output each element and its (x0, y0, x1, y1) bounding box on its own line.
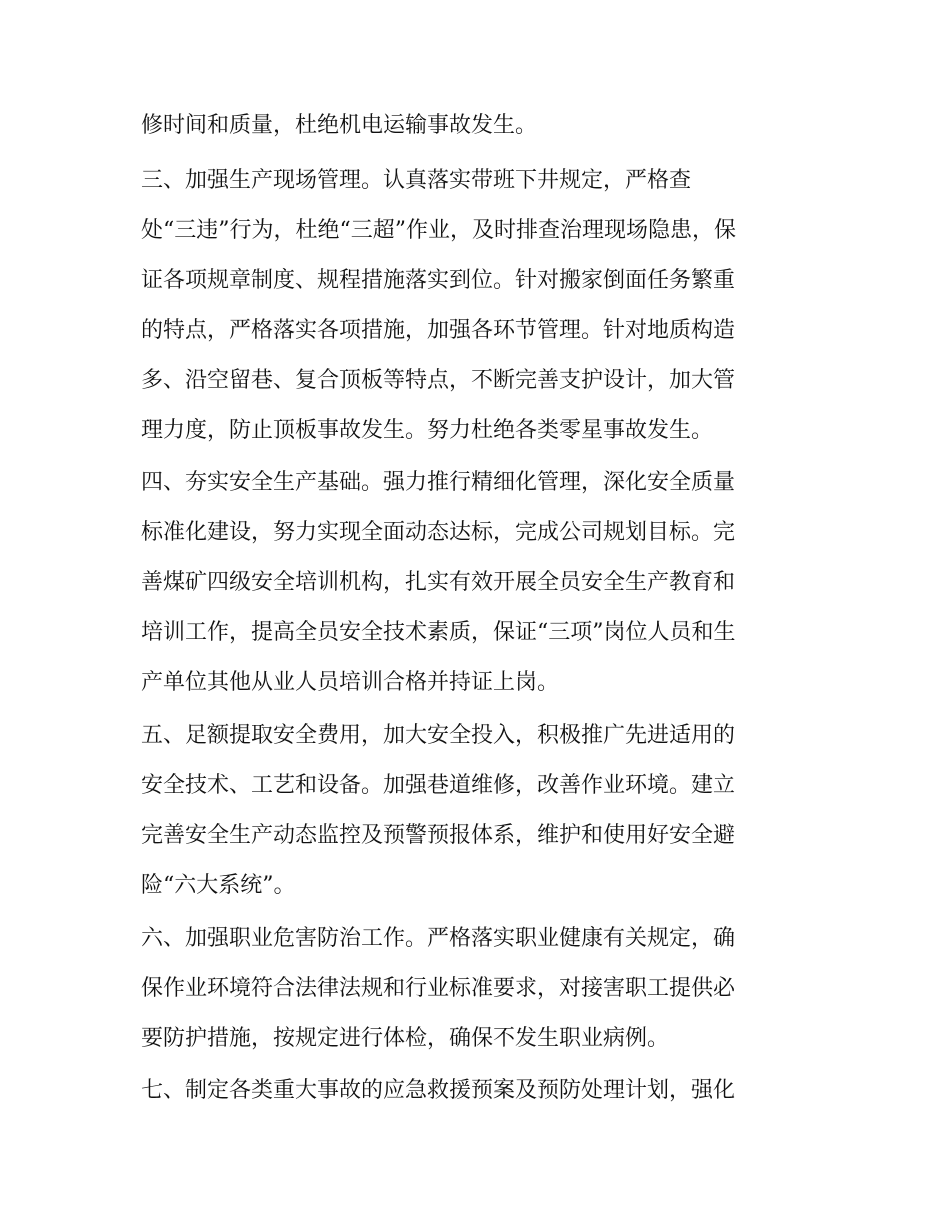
text-line-19: 要防护措施，按规定进行体检，确保不发生职业病例。 (141, 1026, 670, 1051)
text-line-12: 产单位其他从业人员培训合格并持证上岗。 (141, 670, 560, 695)
text-line-18: 保作业环境符合法律法规和行业标准要求，对接害职工提供必 (141, 976, 736, 1001)
text-line-11: 培训工作，提高全员安全技术素质，保证“三项”岗位人员和生 (141, 620, 736, 645)
text-line-16: 险“六大系统”。 (141, 873, 296, 898)
text-line-9: 标准化建设，努力实现全面动态达标，完成公司规划目标。完 (141, 520, 736, 545)
text-line-3: 处“三违”行为，杜绝“三超”作业，及时排查治理现场隐患，保 (141, 218, 736, 243)
text-line-4: 证各项规章制度、规程措施落实到位。针对搬家倒面任务繁重 (141, 268, 736, 293)
text-line-6: 多、沿空留巷、复合顶板等特点，不断完善支护设计，加大管 (141, 368, 736, 393)
text-line-5: 的特点，严格落实各项措施，加强各环节管理。针对地质构造 (141, 318, 736, 343)
text-line-13: 五、足额提取安全费用，加大安全投入，积极推广先进适用的 (141, 723, 736, 748)
text-line-1: 修时间和质量，杜绝机电运输事故发生。 (141, 113, 538, 138)
text-line-10: 善煤矿四级安全培训机构，扎实有效开展全员安全生产教育和 (141, 570, 736, 595)
text-line-17: 六、加强职业危害防治工作。严格落实职业健康有关规定，确 (141, 926, 736, 951)
text-line-14: 安全技术、工艺和设备。加强巷道维修，改善作业环境。建立 (141, 773, 736, 798)
text-line-7: 理力度，防止顶板事故发生。努力杜绝各类零星事故发生。 (141, 418, 714, 443)
text-line-20: 七、制定各类重大事故的应急救援预案及预防处理计划，强化 (141, 1078, 736, 1103)
text-line-8: 四、夯实安全生产基础。强力推行精细化管理，深化安全质量 (141, 470, 736, 495)
text-line-15: 完善安全生产动态监控及预警预报体系，维护和使用好安全避 (141, 823, 736, 848)
text-line-2: 三、加强生产现场管理。认真落实带班下井规定，严格查 (141, 168, 692, 193)
